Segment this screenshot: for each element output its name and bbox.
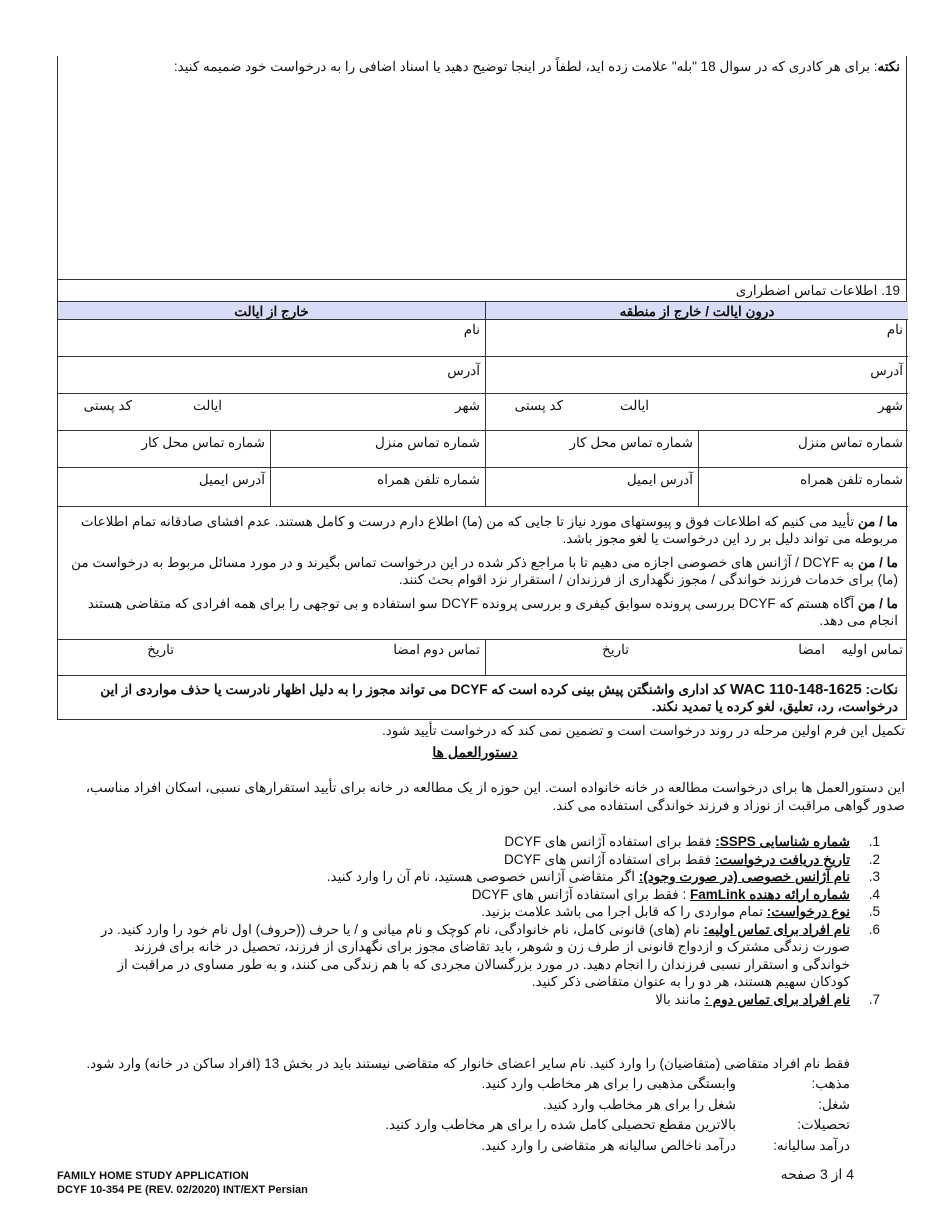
in-state-address-field[interactable]: آدرس [486, 357, 908, 394]
header-out-of-state: خارج از ایالت [58, 302, 486, 320]
form-footer-id [57, 1169, 308, 1197]
out-state-email[interactable]: آدرس ایمیل [58, 468, 271, 507]
out-state-mobile-phone[interactable]: شماره تلفن همراه [271, 468, 486, 507]
list-item: 4. شماره ارائه دهنده FamLink : فقط برای استفاده آژانس های DCYF [471, 886, 880, 902]
field-key: درآمد سالیانه: [773, 1138, 850, 1153]
list-item: 2. تاریخ دریافت درخواست: فقط برای استفاده آژانس های DCYF [504, 851, 880, 867]
out-state-home-phone[interactable]: شماره تماس منزل [271, 431, 486, 468]
in-state-city-state-zip[interactable]: شهر ایالت کد پستی [486, 394, 908, 431]
note-label: نکته [877, 59, 900, 74]
note-text: : برای هر کادری که در سوال 18 "بله" علامت زده اید، لطفاً در اینجا توضیح دهید یا اسناد اضافی را به درخواست خود ضمیمه کنید: [173, 59, 878, 74]
note-text-area[interactable] [58, 56, 906, 280]
form-frame [57, 56, 907, 720]
field-value: شغل را برای هر مخاطب وارد کنید. [542, 1097, 736, 1112]
signature-row [58, 640, 906, 676]
field-key: تحصیلات: [797, 1117, 850, 1132]
section-19-header [58, 280, 906, 302]
consent-statements [58, 507, 906, 640]
section-19-title: اطلاعات تماس اضطراری [735, 283, 878, 298]
in-state-work-phone[interactable]: شماره تماس محل کار [486, 431, 699, 468]
consent-paragraph-3: ما / من آگاه هستم که DCYF بررسی پرونده سوابق کیفری و بررسی پرونده DCYF سو استفاده و بی توجهی را برای همه افرادی که متقاضی هستند انجام می دهد. [87, 596, 898, 628]
in-state-email[interactable]: آدرس ایمیل [486, 468, 699, 507]
form-number: DCYF 10-354 PE (REV. 02/2020) INT/EXT Persian [57, 1184, 308, 1196]
list-item: 1. شماره شناسایی SSPS: فقط برای استفاده آژانس های DCYF [504, 834, 880, 849]
out-state-address-field[interactable]: آدرس [58, 357, 486, 394]
out-state-city-state-zip[interactable]: شهر ایالت کد پستی [58, 394, 486, 431]
instructions-title: دستورالعمل ها [432, 744, 518, 760]
list-item: 3. نام آژانس خصوصی (در صورت وجود): اگر متقاضی آژانس خصوصی هستید، نام آن را وارد کنید. [326, 869, 880, 884]
instructions-list [100, 833, 880, 1008]
instructions-intro: این دستورالعمل ها برای درخواست مطالعه در خانه خانواده است. این حوزه از یک مطالعه در خانه برای تأیید استقرارهای نسبی، اسکان افراد مناسب، صدور گواهی مراقبت از نوزاد و فرزند خواندگی استفاده می کند. [85, 780, 905, 813]
form-title: FAMILY HOME STUDY APPLICATION [57, 1170, 249, 1182]
out-state-work-phone[interactable]: شماره تماس محل کار [58, 431, 271, 468]
legal-note: نکات: WAC 110-148-1625 کد اداری واشنگتن پیش بینی کرده است که DCYF می تواند مجوز را به دلیل اظهار نادرست یا حذف مواردی از این درخواست، رد، تعلیق، لغو کرده یا تمدید نکند. [100, 681, 898, 714]
completion-note: تکمیل این فرم اولین مرحله در روند درخواست است و تضمین نمی کند که درخواست تأیید شود. [382, 723, 905, 738]
field-value: بالاترین مقطع تحصیلی کامل شده را برای هر مخاطب وارد کنید. [385, 1117, 736, 1132]
primary-signature-field[interactable]: تماس اولیه امضا تاریخ [602, 642, 903, 657]
list-item: 6. نام افراد برای تماس اولیه: نام (های) قانونی کامل، نام خانوادگی، نام کوچک و نام میانی و / یا حرف ((حروف) اول نام خود را وارد کنید. در صورت زندگی مشترک و ازدواج قانونی از طرف زن و شوهر، باید تقاضای مجوز برای نگهداری از فرزند، تحصیل در خانه برای فرزند خواندگی و استقرار نسبی فرزندان را انجام دهید. در مورد بزرگسالان مجردی که با هم زندگی می کنند، و به طور مساوی در مراقبت از کودکان سهیم هستند، هر دو را به عنوان متقاضی ذکر کنید. [100, 921, 880, 989]
header-in-state: درون ایالت / خارج از منطقه [486, 302, 908, 320]
field-key: مذهب: [811, 1076, 850, 1091]
consent-paragraph-1: ما / من تأیید می کنیم که اطلاعات فوق و پیوستهای مورد نیاز تا جایی که من (ما) اطلاع دارم درست و کامل هستند. عدم افشای صادقانه تمام اطلاعات مربوطه می تواند دلیل بر رد این درخواست یا لغو مجوز باشد. [80, 514, 898, 546]
secondary-signature-field[interactable]: تماس دوم امضا تاریخ [58, 640, 486, 675]
list-item: 5. نوع درخواست: تمام مواردی را که قابل اجرا می باشد علامت بزنید. [481, 904, 880, 919]
applicants-note: فقط نام افراد متقاضی (متقاضیان) را وارد کنید. نام سایر اعضای خانوار که متقاضی نیستند باید در بخش 13 (افراد ساکن در خانه) وارد شود. [86, 1056, 850, 1071]
wac-reference: WAC 110-148-1625 [729, 681, 862, 698]
list-item: 7. نام افراد برای تماس دوم : مانند بالا [655, 991, 880, 1007]
page-number: 4 از 3 صفحه [780, 1166, 854, 1182]
in-state-mobile-phone[interactable]: شماره تلفن همراه [699, 468, 908, 507]
field-value: وابستگی مذهبی را برای هر مخاطب وارد کنید. [481, 1076, 736, 1091]
consent-paragraph-2: ما / من به DCYF / آژانس های خصوصی اجازه می دهیم تا با مراجع ذکر شده در این درخواست تماس بگیرند و در مورد مسائل مربوط به درخواست من (ما) برای خدمات فرزند خواندگی / مجوز نگهداری از فرزندان / استقرار نزد اقوام بحث کنند. [71, 555, 898, 587]
in-state-name-field[interactable]: نام [486, 320, 908, 357]
section-19-number: 19. [881, 283, 900, 298]
field-key: شغل: [818, 1097, 850, 1112]
out-state-name-field[interactable]: نام [58, 320, 486, 357]
field-value: درآمد ناخالص سالیانه هر متقاضی را وارد کنید. [481, 1138, 736, 1153]
in-state-home-phone[interactable]: شماره تماس منزل [699, 431, 908, 468]
